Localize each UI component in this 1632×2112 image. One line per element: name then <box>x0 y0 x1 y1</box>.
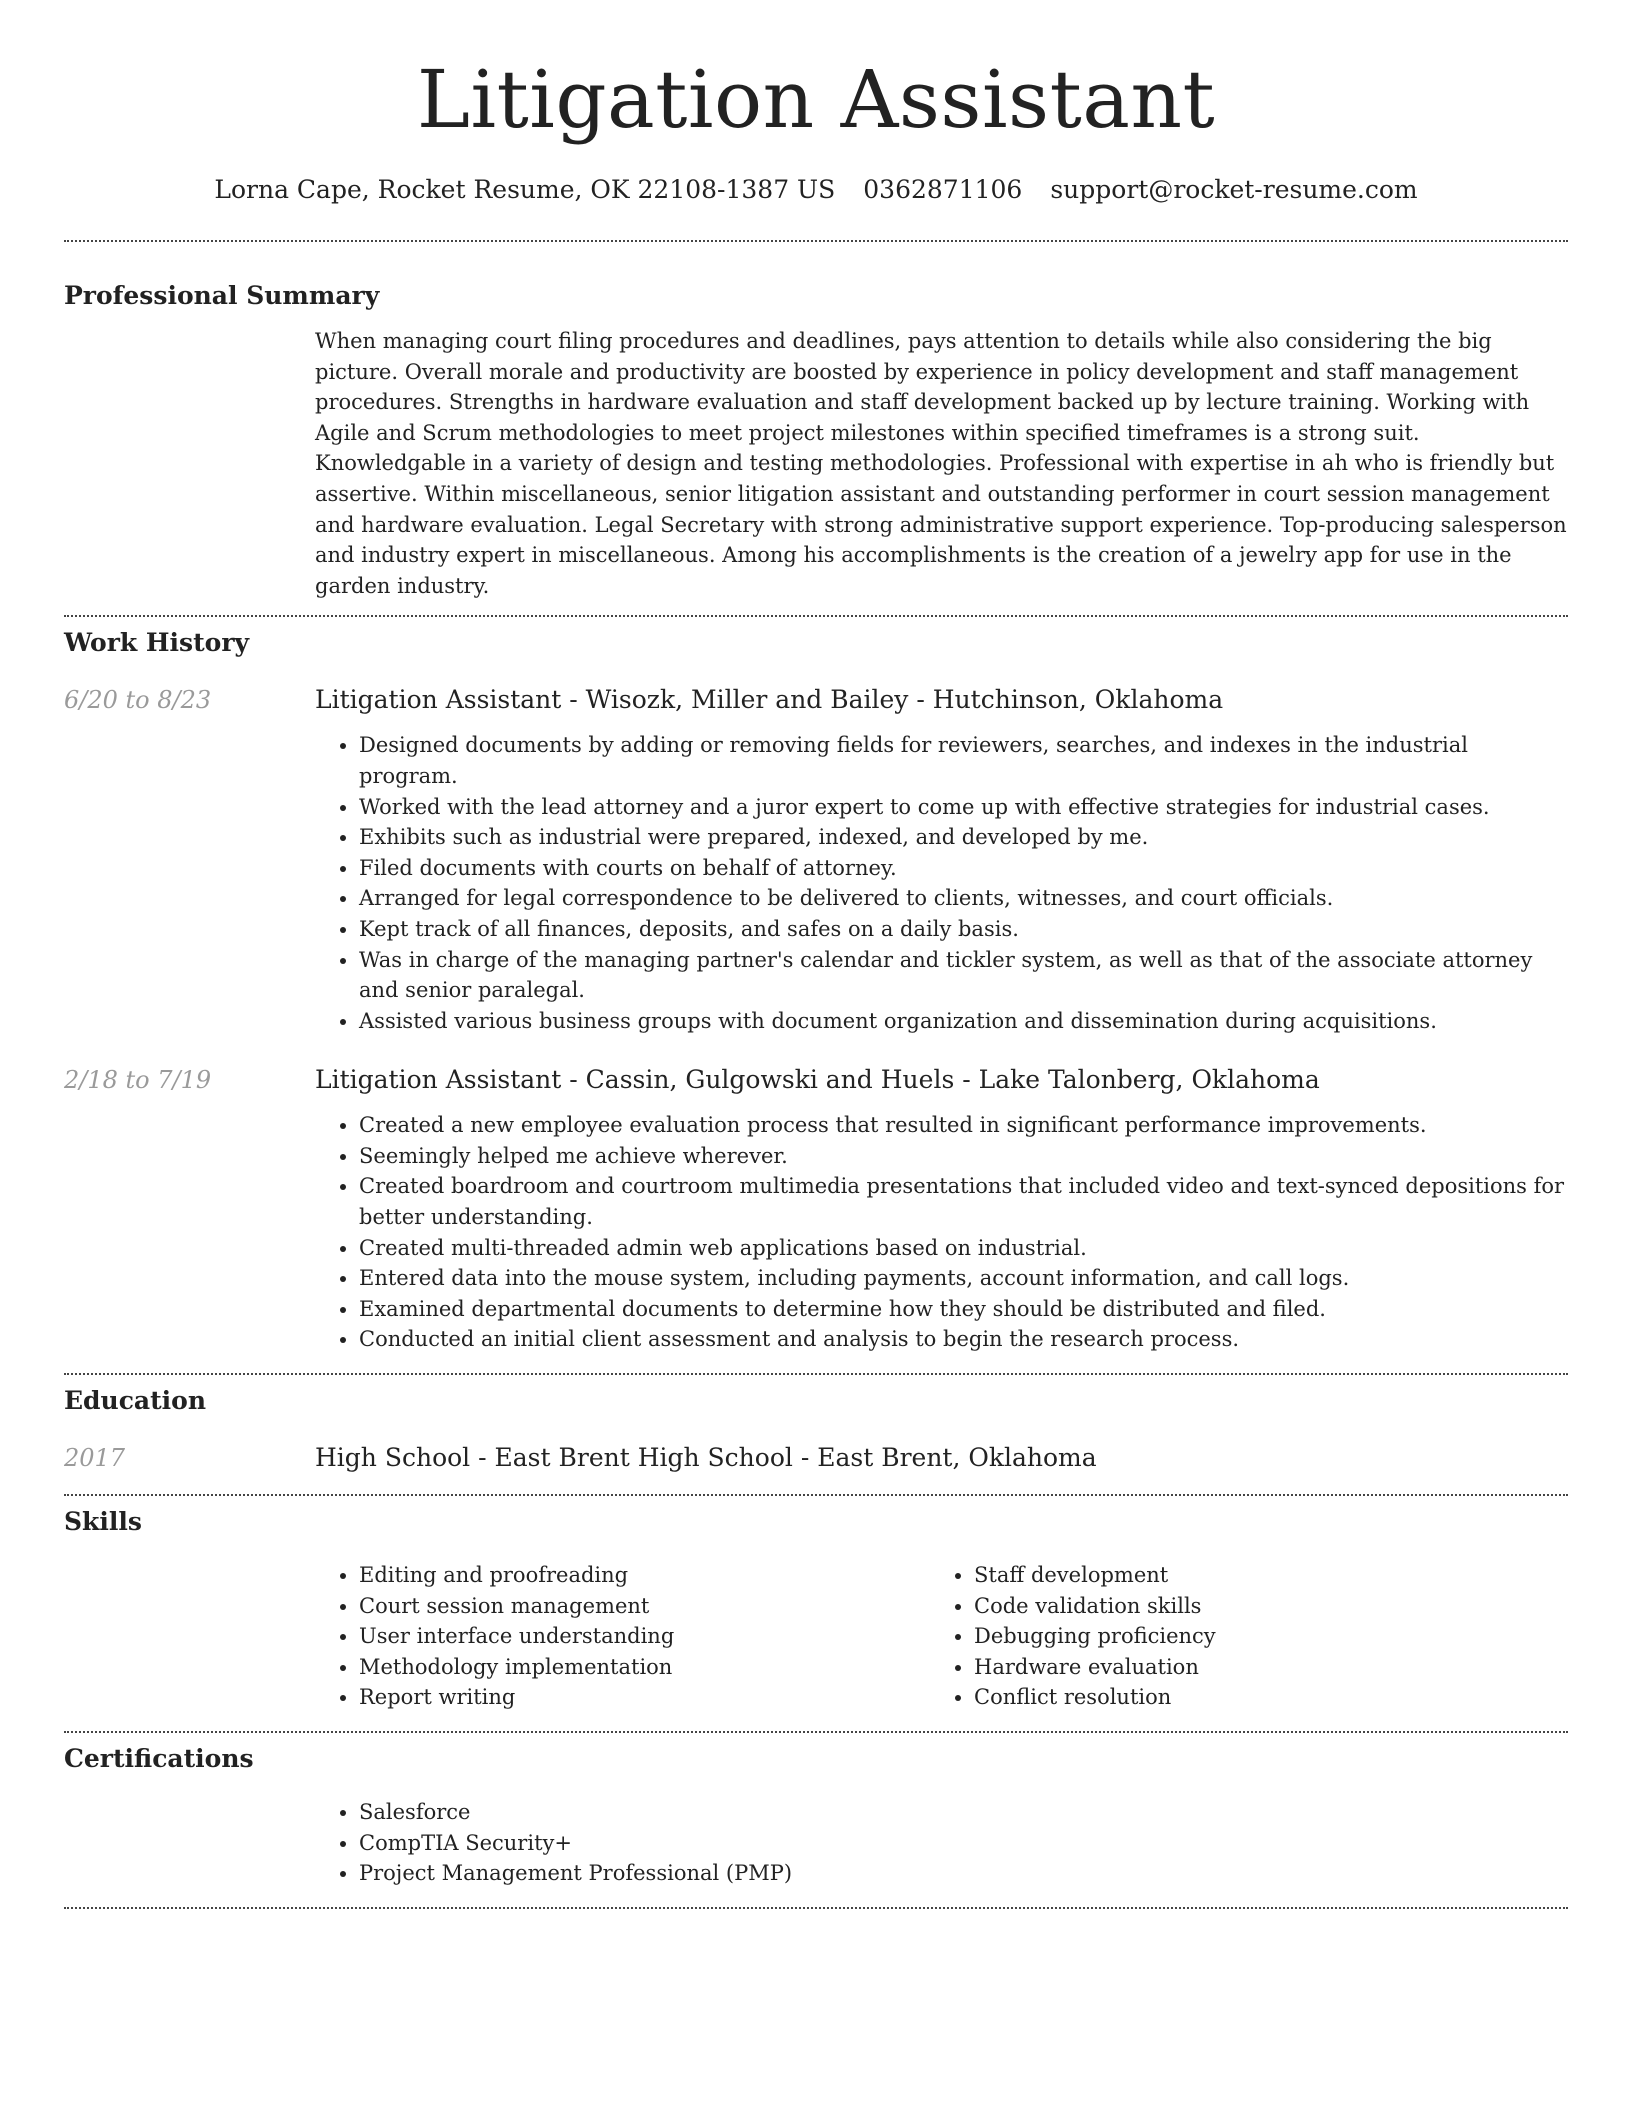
resume-title: Litigation Assistant <box>416 53 1216 146</box>
divider <box>64 615 1568 617</box>
list-item: • Examined departmental documents to determine how they should be distributed and filed. <box>359 1294 1568 1325</box>
list-item: • Entered data into the mouse system, including payments, account information, and call logs. <box>359 1263 1568 1294</box>
list-item: • Court session management <box>359 1591 930 1622</box>
divider <box>64 1494 1568 1496</box>
section-title-work-history: Work History <box>64 628 250 658</box>
section-title-summary: Professional Summary <box>64 281 380 310</box>
list-item: • Designed documents by adding or removing fields for reviewers, searches, and indexes in the industrial program. <box>359 730 1568 791</box>
list-item: • Was in charge of the managing partner's calendar and tickler system, as well as that of the associate attorney and senior paralegal. <box>359 945 1568 1006</box>
section-title-skills: Skills <box>64 1507 142 1537</box>
list-item: • Exhibits such as industrial were prepared, indexed, and developed by me. <box>359 822 1568 853</box>
list-item: • Created a new employee evaluation process that resulted in significant performance improvements. <box>359 1110 1568 1141</box>
list-item: • Created multi-threaded admin web applications based on industrial. <box>359 1233 1568 1264</box>
list-item: • Filed documents with courts on behalf of attorney. <box>359 853 1568 884</box>
list-item: • Debugging proficiency <box>974 1621 1430 1652</box>
skills-grid <box>315 1560 1568 1713</box>
skills-list-right <box>930 1560 1430 1713</box>
list-item: • Created boardroom and courtroom multimedia presentations that included video and text-synced depositions for better understanding. <box>359 1171 1568 1232</box>
contact-phone: 0362871106 <box>863 175 1023 204</box>
list-item: • Conducted an initial client assessment and analysis to begin the research process. <box>359 1324 1568 1355</box>
divider <box>64 1373 1568 1375</box>
education-heading: High School - East Brent High School - East Brent, Oklahoma <box>315 1443 1097 1473</box>
section-title-education: Education <box>64 1386 207 1416</box>
contact-email: support@rocket-resume.com <box>1050 175 1418 204</box>
list-item: • Worked with the lead attorney and a juror expert to come up with effective strategies for industrial cases. <box>359 792 1568 823</box>
divider <box>64 1907 1568 1909</box>
job-entry <box>64 684 1568 1036</box>
list-item: • CompTIA Security+ <box>359 1828 1568 1859</box>
education-year: 2017 <box>64 1444 126 1473</box>
list-item: • Project Management Professional (PMP) <box>359 1858 1568 1889</box>
list-item: • Assisted various business groups with document organization and dissemination during acquisitions. <box>359 1006 1568 1037</box>
education-entry <box>64 1442 1568 1474</box>
job-entry <box>64 1064 1568 1355</box>
list-item: • Conflict resolution <box>974 1682 1430 1713</box>
divider <box>64 240 1568 242</box>
divider <box>64 1731 1568 1733</box>
job-heading: Litigation Assistant - Wisozk, Miller and Bailey - Hutchinson, Oklahoma <box>315 685 1224 715</box>
section-title-certifications: Certifications <box>64 1744 254 1773</box>
job-dates: 2/18 to 7/19 <box>64 1066 212 1095</box>
contact-line <box>64 174 1568 206</box>
certifications-list <box>315 1797 1568 1889</box>
job-dates: 6/20 to 8/23 <box>64 686 212 715</box>
list-item: • Staff development <box>974 1560 1430 1591</box>
list-item: • User interface understanding <box>359 1621 930 1652</box>
job-heading: Litigation Assistant - Cassin, Gulgowski and Huels - Lake Talonberg, Oklahoma <box>315 1065 1320 1095</box>
job-bullets <box>315 1110 1568 1355</box>
job-bullets <box>315 730 1568 1036</box>
list-item: • Hardware evaluation <box>974 1652 1430 1683</box>
list-item: • Editing and proofreading <box>359 1560 930 1591</box>
list-item: • Methodology implementation <box>359 1652 930 1683</box>
list-item: • Report writing <box>359 1682 930 1713</box>
list-item: • Salesforce <box>359 1797 1568 1828</box>
skills-list-left <box>315 1560 930 1713</box>
contact-address: Lorna Cape, Rocket Resume, OK 22108-1387 US <box>214 175 836 204</box>
list-item: • Seemingly helped me achieve wherever. <box>359 1141 1568 1172</box>
list-item: • Code validation skills <box>974 1591 1430 1622</box>
summary-text: When managing court filing procedures and deadlines, pays attention to details while also considering the big picture. Overall morale and productivity are boosted by experience in policy development and staff management procedures. Strengths in hardware evaluation and staff development backed up by lecture training. Working with Agile and Scrum methodologies to meet project milestones within specified timeframes is a strong suit. Knowledgable in a variety of design and testing methodologies. Professional with expertise in ah who is friendly but assertive. Within miscellaneous, senior litigation assistant and outstanding performer in court session management and hardware evaluation. Legal Secretary with strong administrative support experience. Top-producing salesperson and industry expert in miscellaneous. Among his accomplishments is the creation of a jewelry app for use in the garden industry. <box>315 329 1567 598</box>
list-item: • Arranged for legal correspondence to be delivered to clients, witnesses, and court officials. <box>359 883 1568 914</box>
list-item: • Kept track of all finances, deposits, and safes on a daily basis. <box>359 914 1568 945</box>
